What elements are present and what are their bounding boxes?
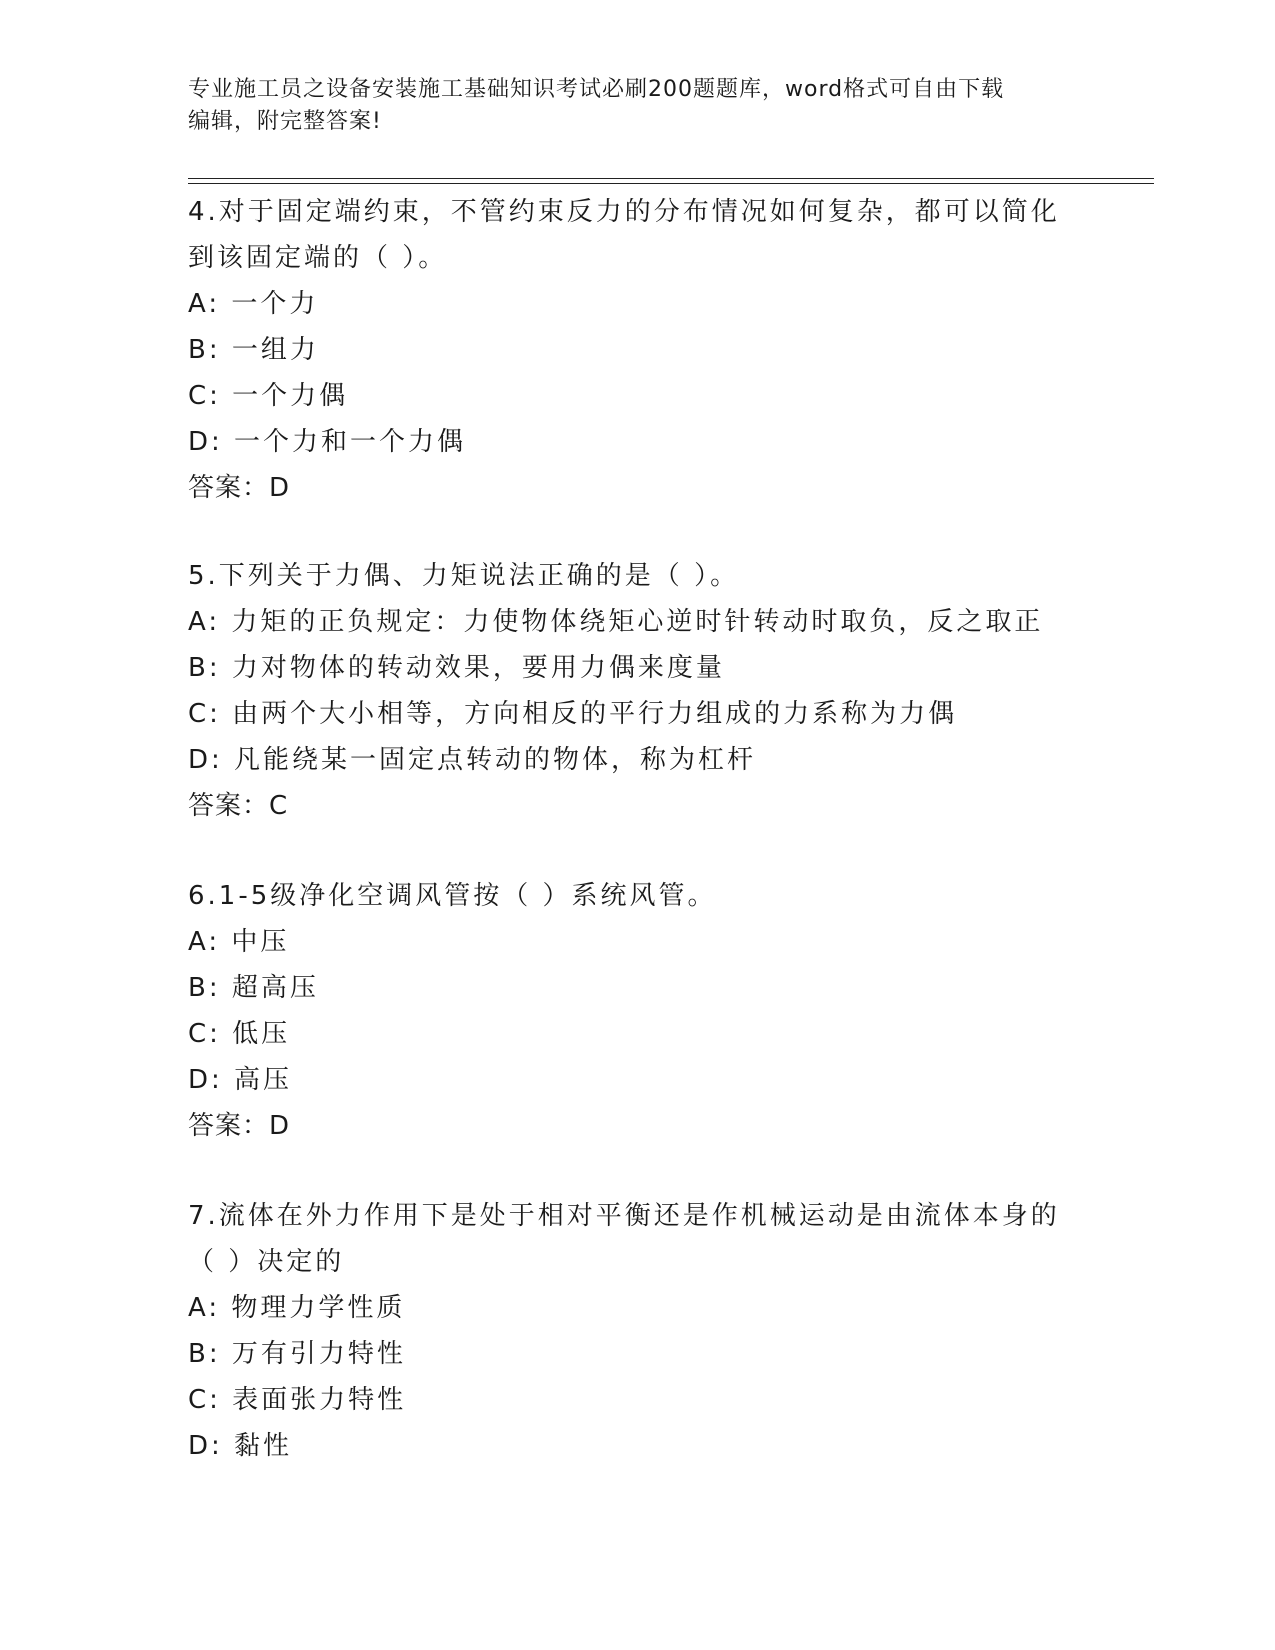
option-a: A: 一个力 [188,289,319,319]
question-4 [188,189,1088,511]
header-divider-bottom [188,183,1154,184]
answer: 答案：D [188,1111,291,1141]
option-d: D: 高压 [188,1065,293,1095]
header-line-2: 编辑，附完整答案! [188,109,382,134]
option-b: B: 超高压 [188,973,319,1003]
option-a: A: 力矩的正负规定：力使物体绕矩心逆时针转动时取负，反之取正 [188,607,1044,637]
option-d: D: 黏性 [188,1431,293,1461]
header-divider-top [188,178,1154,179]
option-c: C: 一个力偶 [188,381,349,411]
option-d: D: 一个力和一个力偶 [188,427,467,457]
question-6 [188,873,1088,1149]
question-stem-continued: 到该固定端的（ ）。 [188,243,448,273]
question-5 [188,553,1088,829]
question-stem: 4.对于固定端约束，不管约束反力的分布情况如何复杂，都可以简化 [188,197,1060,227]
option-a: A: 物理力学性质 [188,1293,406,1323]
option-a: A: 中压 [188,927,290,957]
option-b: B: 力对物体的转动效果，要用力偶来度量 [188,653,725,683]
option-c: C: 低压 [188,1019,291,1049]
question-stem-continued: （ ）决定的 [188,1247,345,1277]
header-line-1: 专业施工员之设备安装施工基础知识考试必刷200题题库，word格式可自由下载 [188,77,1005,102]
option-c: C: 表面张力特性 [188,1385,407,1415]
answer: 答案：C [188,791,289,821]
option-b: B: 一组力 [188,335,319,365]
document-header [188,74,1088,138]
option-c: C: 由两个大小相等，方向相反的平行力组成的力系称为力偶 [188,699,958,729]
answer: 答案：D [188,473,291,503]
question-7 [188,1193,1088,1469]
question-stem: 6.1-5级净化空调风管按（ ）系统风管。 [188,881,717,911]
question-stem: 5.下列关于力偶、力矩说法正确的是（ ）。 [188,561,740,591]
option-d: D: 凡能绕某一固定点转动的物体，称为杠杆 [188,745,757,775]
question-stem: 7.流体在外力作用下是处于相对平衡还是作机械运动是由流体本身的 [188,1201,1060,1231]
option-b: B: 万有引力特性 [188,1339,406,1369]
